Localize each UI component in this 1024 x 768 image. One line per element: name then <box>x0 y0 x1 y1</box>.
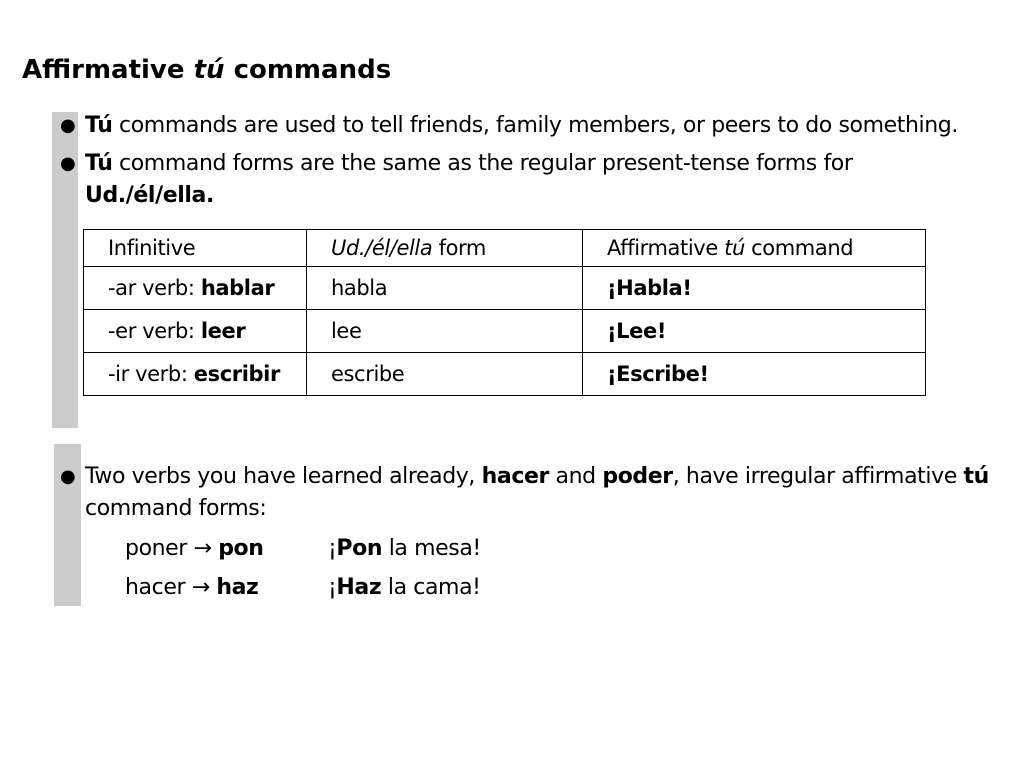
header-italic: Ud./él/ella <box>331 236 433 260</box>
table-row <box>84 353 926 396</box>
verb-bold: escribir <box>193 362 280 386</box>
bullet-part: and <box>548 464 603 489</box>
bold-term: Tú <box>85 151 113 176</box>
infinitive-cell <box>84 310 307 353</box>
bullet-item <box>60 461 1015 527</box>
header-command <box>583 230 926 267</box>
verb-type: -ar verb: <box>108 276 201 300</box>
infinitive: hacer <box>125 575 186 600</box>
irregular-example <box>328 571 481 605</box>
bold-term: Ud./él/ella. <box>85 183 214 208</box>
title-italic: tú <box>193 55 225 85</box>
form-cell: lee <box>307 310 583 353</box>
header-text: Affirmative <box>607 236 725 260</box>
command-bold: ¡Habla! <box>607 276 692 300</box>
table-row <box>84 267 926 310</box>
bullet-rest: commands are used to tell friends, family members, or peers to do something. <box>112 113 958 138</box>
title-text-end: commands <box>224 55 392 85</box>
bold-term: poder <box>602 464 673 489</box>
irregular-example <box>328 532 481 566</box>
header-form <box>307 230 583 267</box>
example-bold: Haz <box>336 575 382 600</box>
bullet-dot-icon: ● <box>60 153 76 174</box>
verb-type: -er verb: <box>108 319 201 343</box>
bold-term: tú <box>963 464 989 489</box>
header-text: command <box>744 236 854 260</box>
bullet-part: , have irregular affirmative <box>672 464 964 489</box>
bullet-dot-icon: ● <box>60 115 76 136</box>
arrow-icon: → <box>191 575 210 600</box>
infinitive: poner <box>125 536 187 561</box>
example-mark: ¡ <box>328 575 337 600</box>
command-bold: haz <box>216 575 259 600</box>
bullet-text <box>85 461 989 493</box>
irregular-verb <box>125 571 258 605</box>
bold-term: Tú <box>85 113 113 138</box>
form-cell: habla <box>307 267 583 310</box>
command-bold: ¡Lee! <box>607 319 667 343</box>
command-bold: ¡Escribe! <box>607 362 709 386</box>
table-header-row <box>84 230 926 267</box>
command-bold: pon <box>218 536 264 561</box>
verb-bold: hablar <box>200 276 275 300</box>
table-row <box>84 310 926 353</box>
bullet-text <box>85 110 958 142</box>
bullet-dot-icon: ● <box>60 466 76 487</box>
infinitive-cell <box>84 267 307 310</box>
example-rest: la cama! <box>381 575 481 600</box>
bullet-text-line2: command forms: <box>85 496 267 521</box>
title-text: Affirmative <box>22 55 194 85</box>
command-cell <box>583 267 926 310</box>
infinitive-cell <box>84 353 307 396</box>
command-cell <box>583 353 926 396</box>
bullet-item <box>60 148 990 214</box>
irregular-verb <box>125 532 264 566</box>
bullet-rest: command forms are the same as the regular present-tense forms for <box>112 151 853 176</box>
form-cell: escribe <box>307 353 583 396</box>
header-text: Infinitive <box>108 236 196 260</box>
verb-table <box>83 229 926 396</box>
header-italic: tú <box>724 236 745 260</box>
page-title <box>22 52 391 88</box>
verb-type: -ir verb: <box>108 362 194 386</box>
header-text: form <box>432 236 486 260</box>
bold-term: hacer <box>481 464 549 489</box>
bullet-text-line2 <box>85 180 214 212</box>
bullet-part: Two verbs you have learned already, <box>85 464 482 489</box>
verb-bold: leer <box>200 319 246 343</box>
arrow-icon: → <box>193 536 212 561</box>
example-mark: ¡ <box>328 536 337 561</box>
example-bold: Pon <box>336 536 383 561</box>
header-infinitive <box>84 230 307 267</box>
bullet-item <box>60 110 990 144</box>
bullet-text <box>85 148 853 180</box>
example-rest: la mesa! <box>382 536 481 561</box>
command-cell <box>583 310 926 353</box>
